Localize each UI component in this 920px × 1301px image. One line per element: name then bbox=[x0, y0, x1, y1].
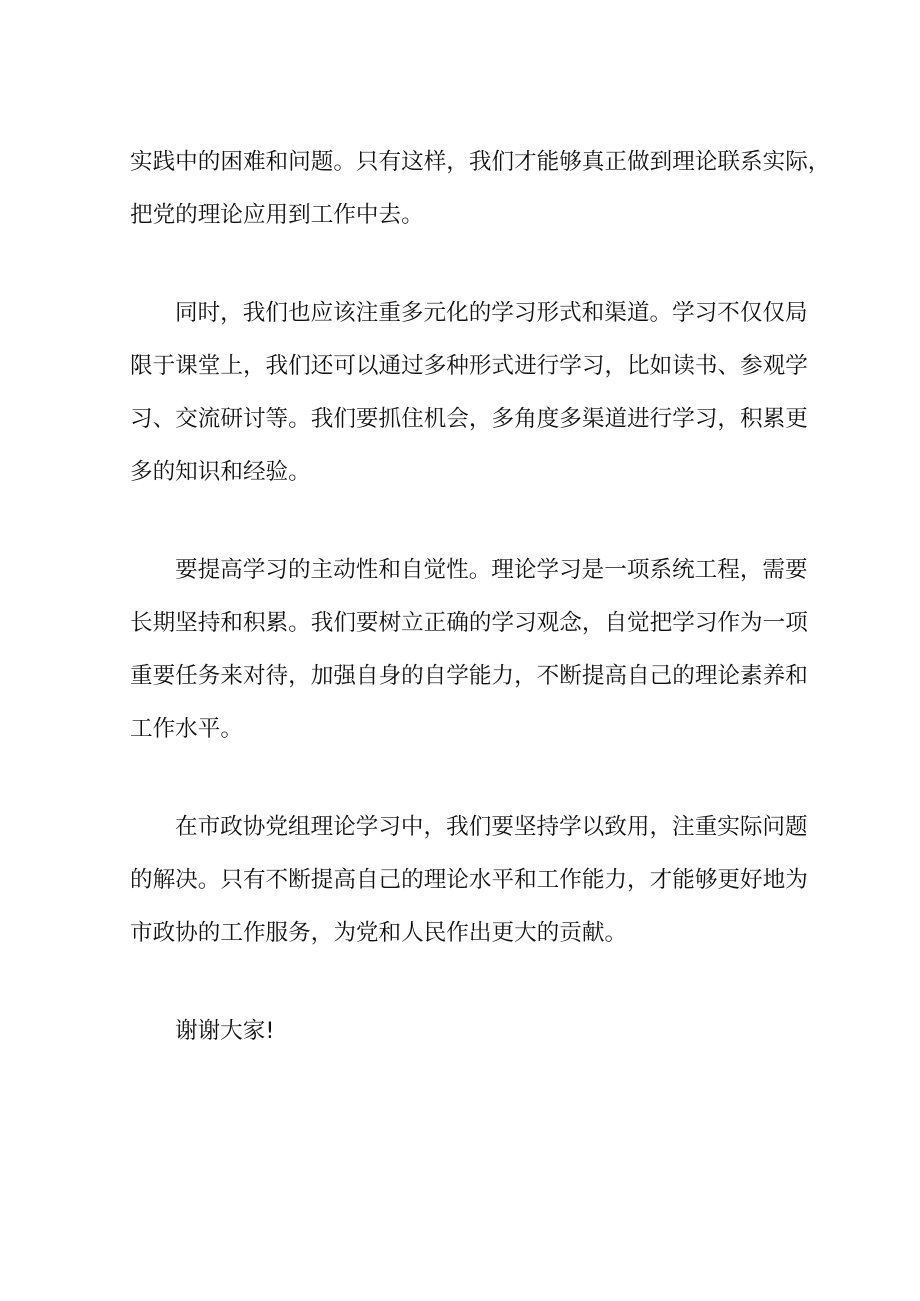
paragraph-1 bbox=[130, 136, 831, 242]
paragraph-5-closing bbox=[130, 1005, 792, 1058]
paragraph-line: 实践中的困难和问题。只有这样，我们才能够真正做到理论联系实际， bbox=[130, 149, 831, 175]
paragraph-line: 的解决。只有不断提高自己的理论水平和工作能力，才能够更好地为 bbox=[130, 867, 808, 893]
paragraph-line: 把党的理论应用到工作中去。 bbox=[130, 202, 424, 228]
paragraph-line: 市政协的工作服务，为党和人民作出更大的贡献。 bbox=[130, 920, 628, 946]
paragraph-line: 同时，我们也应该注重多元化的学习形式和渠道。学习不仅仅局 bbox=[175, 300, 808, 326]
paragraph-line: 重要任务来对待，加强自身的自学能力，不断提高自己的理论素养和 bbox=[130, 663, 808, 689]
paragraph-line: 长期坚持和积累。我们要树立正确的学习观念，自觉把学习作为一项 bbox=[130, 610, 808, 636]
paragraph-2 bbox=[130, 287, 808, 499]
paragraph-line: 多的知识和经验。 bbox=[130, 459, 311, 485]
document-body bbox=[130, 136, 831, 1103]
paragraph-4 bbox=[130, 801, 808, 960]
paragraph-line: 要提高学习的主动性和自觉性。理论学习是一项系统工程，需要 bbox=[175, 557, 808, 583]
paragraph-line: 工作水平。 bbox=[130, 716, 243, 742]
closing-line: 谢谢大家! bbox=[175, 1018, 275, 1044]
paragraph-line: 在市政协党组理论学习中，我们要坚持学以致用，注重实际问题 bbox=[175, 814, 808, 840]
paragraph-3 bbox=[130, 544, 808, 756]
paragraph-line: 限于课堂上，我们还可以通过多种形式进行学习，比如读书、参观学 bbox=[130, 353, 808, 379]
paragraph-line: 习、交流研讨等。我们要抓住机会，多角度多渠道进行学习，积累更 bbox=[130, 406, 808, 432]
